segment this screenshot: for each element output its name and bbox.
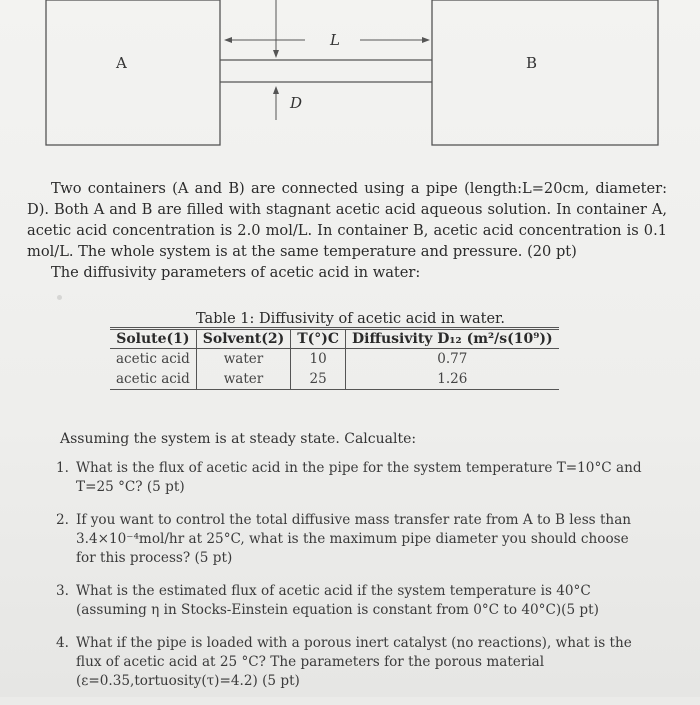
cell-diffusivity: 1.26 xyxy=(437,371,468,387)
problem-paragraph: Two containers (A and B) are connected using a pipe (length:L=20cm, diameter: D). Both A and B are filled with stagnant acetic acid aqueous solution. In container A, acetic acid concentration is 2.0 mol/L. In container B, acetic acid concentration is 0.1 mol/L. The whole system is at the same temperature and pressure. (20 pt) xyxy=(27,180,667,260)
length-arrowhead-left xyxy=(224,37,232,43)
header-temperature: T(°)C xyxy=(291,329,346,349)
list-item xyxy=(56,459,651,497)
header-solute: Solute(1) xyxy=(110,329,196,349)
question-number: 2. xyxy=(56,512,69,528)
table-row xyxy=(110,369,559,390)
question-text: If you want to control the total diffusive mass transfer rate from A to B less than 3.4×10⁻⁴mol/hr at 25°C, what is the maximum pipe diameter you should choose for this process? (5 pt) xyxy=(76,512,632,566)
list-item xyxy=(56,582,651,620)
table-caption: Table 1: Diffusivity of acetic acid in water. xyxy=(196,311,505,327)
container-b xyxy=(432,0,658,145)
container-a xyxy=(46,0,220,145)
question-text: What is the estimated flux of acetic acid if the system temperature is 40°C (assuming η in Stocks-Einstein equation is constant from 0°C to 40°C)(5 pt) xyxy=(76,583,599,618)
cell-solvent: water xyxy=(196,349,290,370)
table-intro-text: The diffusivity parameters of acetic acid in water: xyxy=(51,264,421,281)
diffusivity-table xyxy=(110,327,559,390)
cell-diffusivity: 0.77 xyxy=(437,351,468,367)
header-solvent: Solvent(2) xyxy=(196,329,290,349)
length-label: L xyxy=(330,31,340,49)
two-container-diagram xyxy=(0,0,700,180)
cell-temperature: 25 xyxy=(291,369,346,390)
question-number: 4. xyxy=(56,635,69,651)
question-text: What if the pipe is loaded with a porous inert catalyst (no reactions), what is the flux of acetic acid at 25 °C? The parameters for the porous material (ε=0.35,tortuosity(τ)=4.2) (5 pt) xyxy=(76,635,632,689)
cell-solute: acetic acid xyxy=(110,349,196,370)
diameter-arrowhead-top xyxy=(273,50,279,58)
paper-speck xyxy=(57,295,62,300)
cell-solvent: water xyxy=(196,369,290,390)
steady-state-assumption: Assuming the system is at steady state. Calcualte: xyxy=(60,431,417,447)
length-arrowhead-right xyxy=(422,37,430,43)
list-item xyxy=(56,634,651,691)
list-item xyxy=(56,511,651,568)
question-text: What is the flux of acetic acid in the pipe for the system temperature T=10°C and T=25 °C? (5 pt) xyxy=(76,460,642,495)
container-b-label: B xyxy=(526,54,538,72)
question-number: 1. xyxy=(56,460,69,476)
table-row xyxy=(110,349,559,370)
diameter-label: D xyxy=(290,94,303,112)
question-number: 3. xyxy=(56,583,69,599)
cell-solute: acetic acid xyxy=(110,369,196,390)
header-diffusivity: Diffusivity D₁₂ (m²/s(10⁹)) xyxy=(346,329,559,349)
diameter-arrowhead-bottom xyxy=(273,86,279,94)
problem-statement xyxy=(27,178,667,283)
question-list xyxy=(56,459,651,705)
container-a-label: A xyxy=(116,54,127,72)
cell-temperature: 10 xyxy=(291,349,346,370)
table-header-row xyxy=(110,329,559,349)
